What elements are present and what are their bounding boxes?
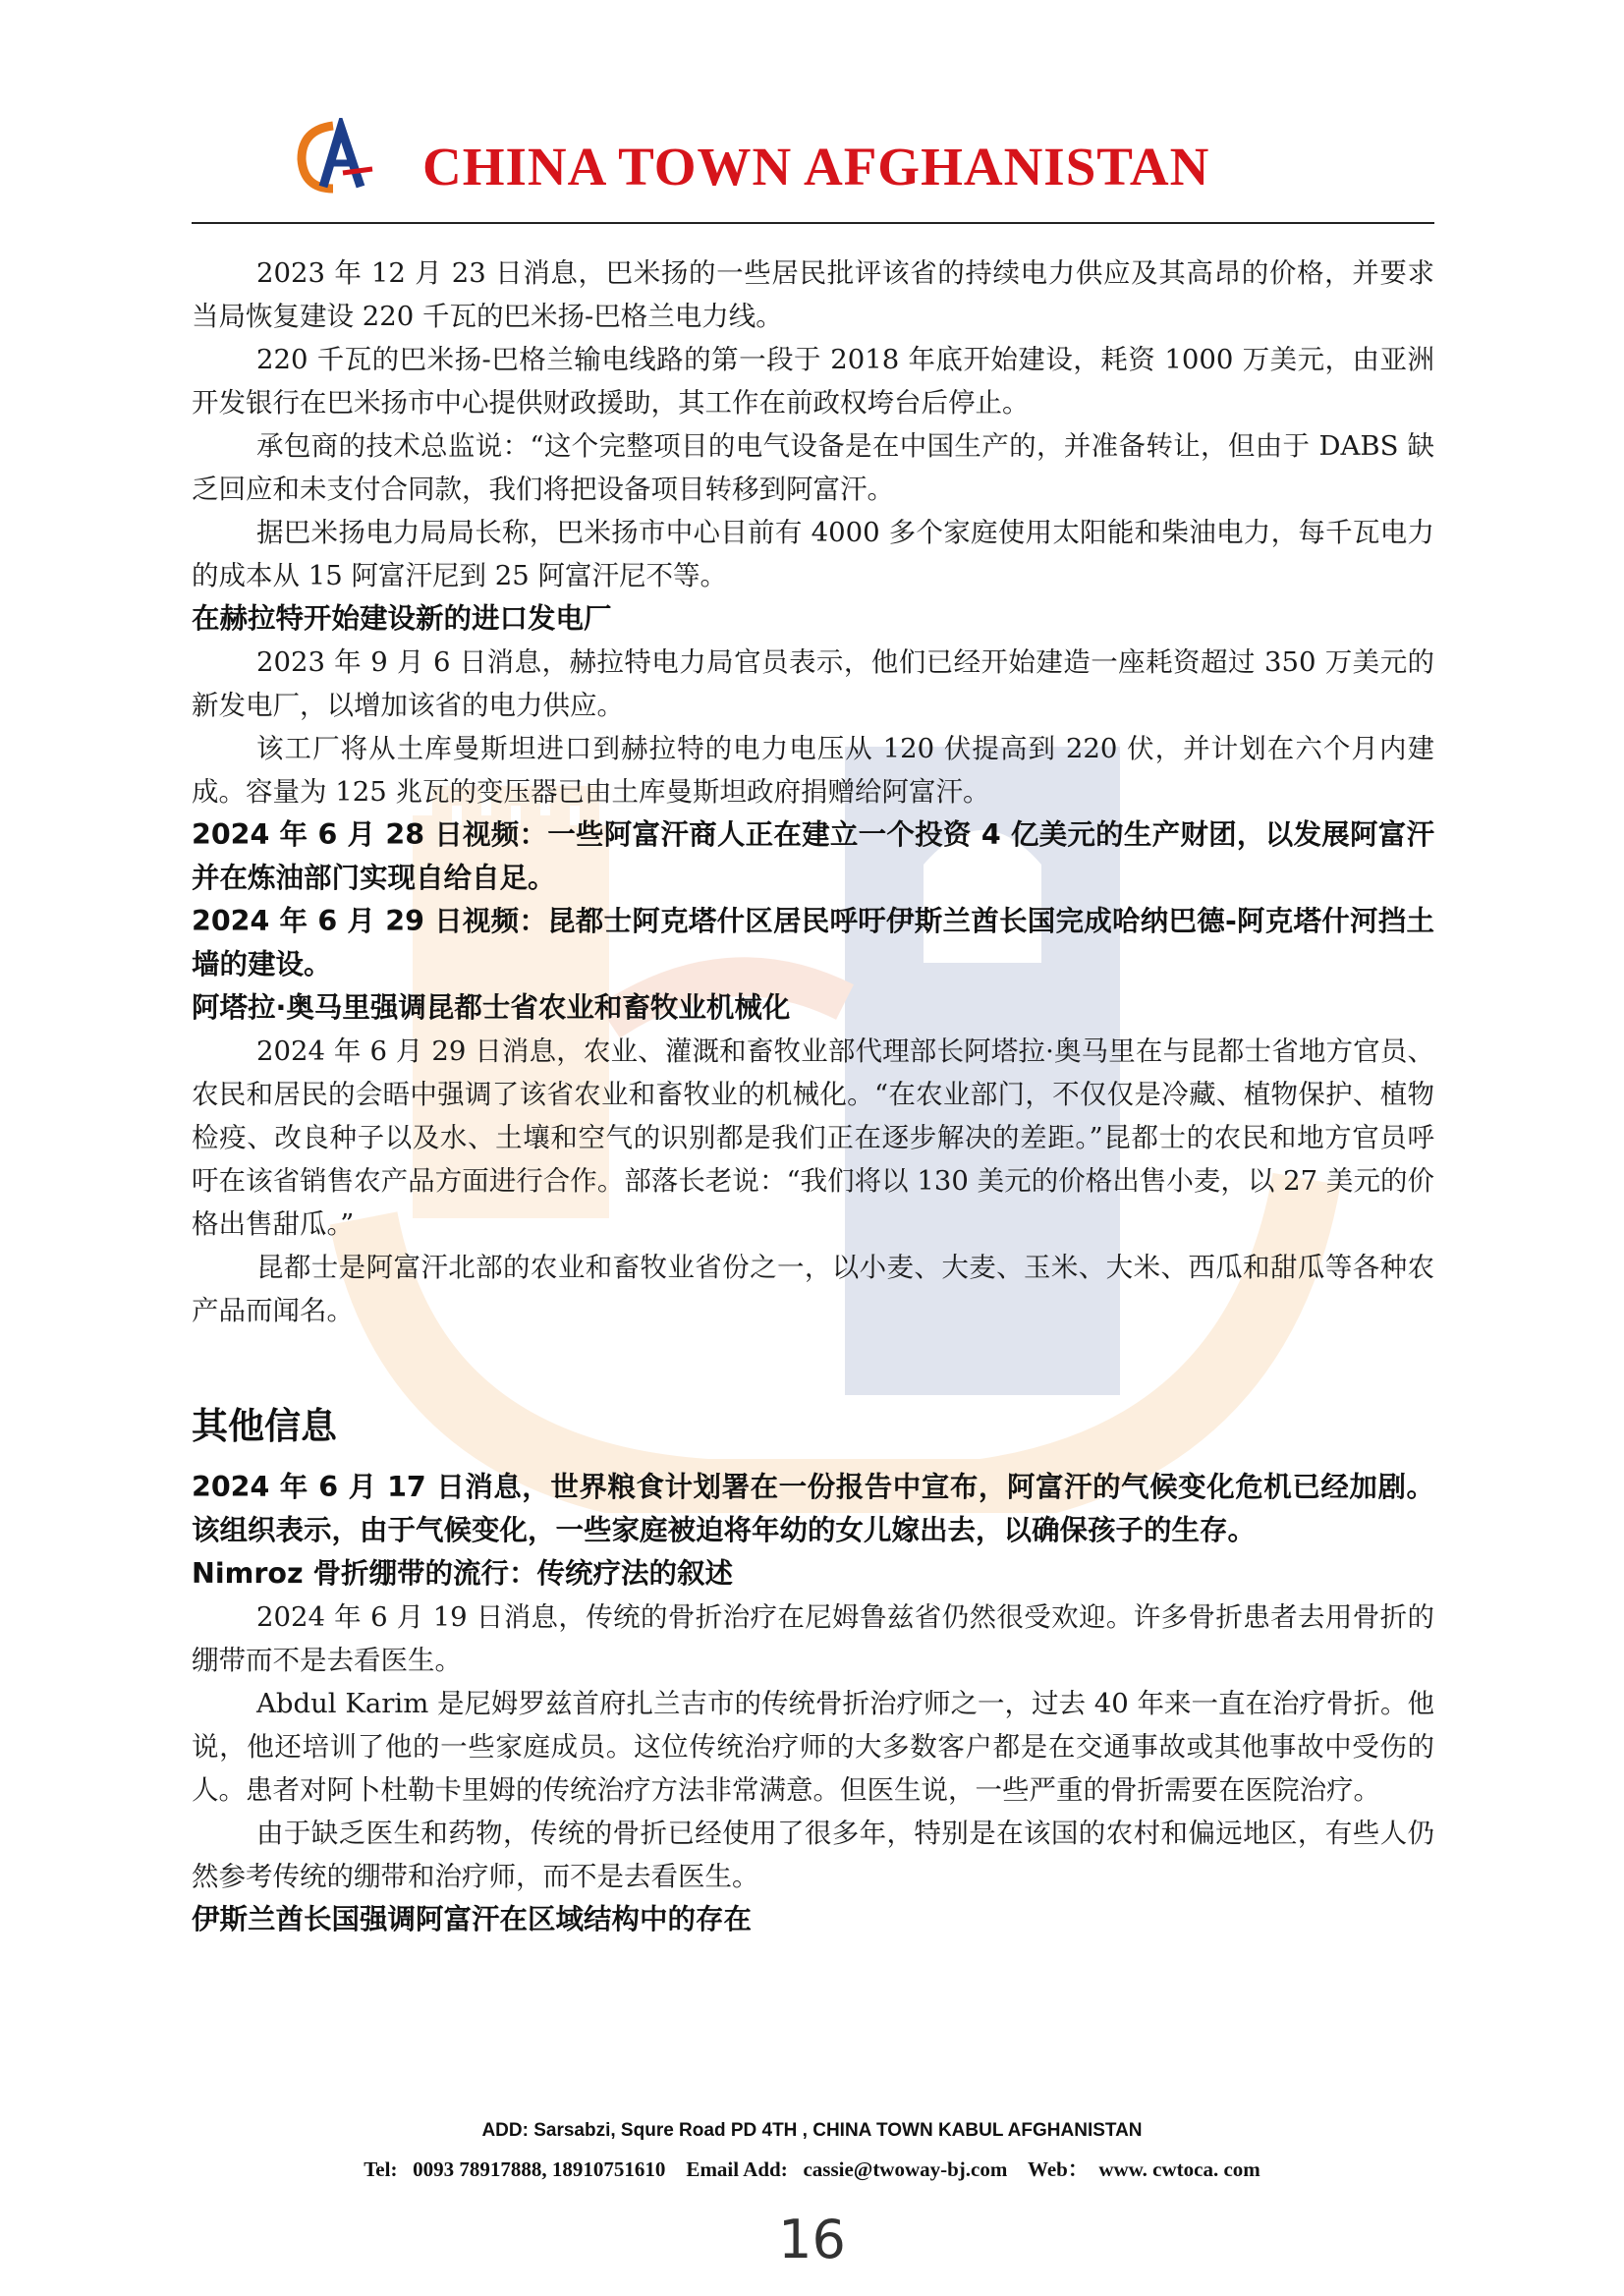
headline: 在赫拉特开始建设新的进口发电厂: [192, 602, 612, 635]
paragraph: 据巴米扬电力局局长称，巴米扬市中心目前有 4000 多个家庭使用太阳能和柴油电力，每千瓦电力的成本从 15 阿富汗尼到 25 阿富汗尼不等。: [192, 517, 1434, 591]
paragraph: 昆都士是阿富汗北部的农业和畜牧业省份之一，以小麦、大麦、玉米、大米、西瓜和甜瓜等各种农产品而闻名。: [192, 1252, 1434, 1326]
paragraph: 由于缺乏医生和药物，传统的骨折已经使用了很多年，特别是在该国的农村和偏远地区，有些人仍然参考传统的绷带和治疗师，而不是去看医生。: [192, 1818, 1434, 1892]
paragraph: 该工厂将从土库曼斯坦进口到赫拉特的电力电压从 120 伏提高到 220 伏，并计划在六个月内建成。容量为 125 兆瓦的变压器已由土库曼斯坦政府捐赠给阿富汗。: [192, 733, 1434, 808]
paragraph: Abdul Karim 是尼姆罗兹首府扎兰吉市的传统骨折治疗师之一，过去 40 年来一直在治疗骨折。他说，他还培训了他的一些家庭成员。这位传统治疗师的大多数客户都是在交通事故或其他事故中受伤的人。患者对阿卜杜勒卡里姆的传统治疗方法非常满意。但医生说，一些严重的骨折需要在医院治疗。: [192, 1688, 1434, 1806]
article-body: [192, 252, 1434, 1941]
headline: 2024 年 6 月 29 日视频：昆都士阿克塔什区居民呼吁伊斯兰酋长国完成哈纳巴德-阿克塔什河挡土墙的建设。: [192, 905, 1434, 980]
page-number: 16: [778, 2209, 846, 2270]
china-town-logo-icon: [294, 118, 374, 196]
footer-address-text: ADD: Sarsabzi, Squre Road PD 4TH , CHINA TOWN KABUL AFGHANISTAN: [481, 2120, 1143, 2141]
paragraph: 2023 年 12 月 23 日消息，巴米扬的一些居民批评该省的持续电力供应及其高昂的价格，并要求当局恢复建设 220 千瓦的巴米扬-巴格兰电力线。: [192, 257, 1434, 332]
headline: 2024 年 6 月 17 日消息，世界粮食计划署在一份报告中宣布，阿富汗的气候变化危机已经加剧。该组织表示，由于气候变化，一些家庭被迫将年幼的女儿嫁出去，以确保孩子的生存。: [192, 1471, 1434, 1546]
paragraph: 2024 年 6 月 29 日消息，农业、灌溉和畜牧业部代理部长阿塔拉·奥马里在与昆都士省地方官员、农民和居民的会晤中强调了该省农业和畜牧业的机械化。“在农业部门，不仅仅是冷藏、植物保护、植物检疫、改良种子以及水、土壤和空气的识别都是我们正在逐步解决的差距。”昆都士的农民和地方官员呼吁在该省销售农产品方面进行合作。部落长老说：“我们将以 130 美元的价格出售小麦，以 27 美元的价格出售甜瓜。”: [192, 1036, 1434, 1240]
paragraph: 承包商的技术总监说：“这个完整项目的电气设备是在中国生产的，并准备转让，但由于 DABS 缺乏回应和未支付合同款，我们将把设备项目转移到阿富汗。: [192, 430, 1434, 505]
header-divider: [192, 222, 1434, 224]
header-title: CHINA TOWN AFGHANISTAN: [422, 137, 1210, 196]
paragraph: 2023 年 9 月 6 日消息，赫拉特电力局官员表示，他们已经开始建造一座耗资超过 350 万美元的新发电厂，以增加该省的电力供应。: [192, 646, 1434, 721]
page-header: [192, 108, 1434, 206]
footer-contact: Tel: 0093 78917888, 18910751610 Email Add: cassie@twoway-bj.com Web： www. cwtoca. com: [364, 2157, 1260, 2181]
headline: Nimroz 骨折绷带的流行：传统疗法的叙述: [192, 1557, 733, 1590]
section-heading: 其他信息: [192, 1405, 337, 1447]
footer-address: [0, 2120, 1624, 2142]
paragraph: 220 千瓦的巴米扬-巴格兰输电线路的第一段于 2018 年底开始建设，耗资 1000 万美元，由亚洲开发银行在巴米扬市中心提供财政援助，其工作在前政权垮台后停止。: [192, 344, 1434, 419]
headline: 2024 年 6 月 28 日视频：一些阿富汗商人正在建立一个投资 4 亿美元的生产财团，以发展阿富汗并在炼油部门实现自给自足。: [192, 818, 1434, 894]
paragraph: 2024 年 6 月 19 日消息，传统的骨折治疗在尼姆鲁兹省仍然很受欢迎。许多骨折患者去用骨折的绷带而不是去看医生。: [192, 1601, 1434, 1676]
headline: 伊斯兰酋长国强调阿富汗在区域结构中的存在: [192, 1903, 753, 1935]
headline: 阿塔拉·奥马里强调昆都士省农业和畜牧业机械化: [192, 991, 791, 1024]
